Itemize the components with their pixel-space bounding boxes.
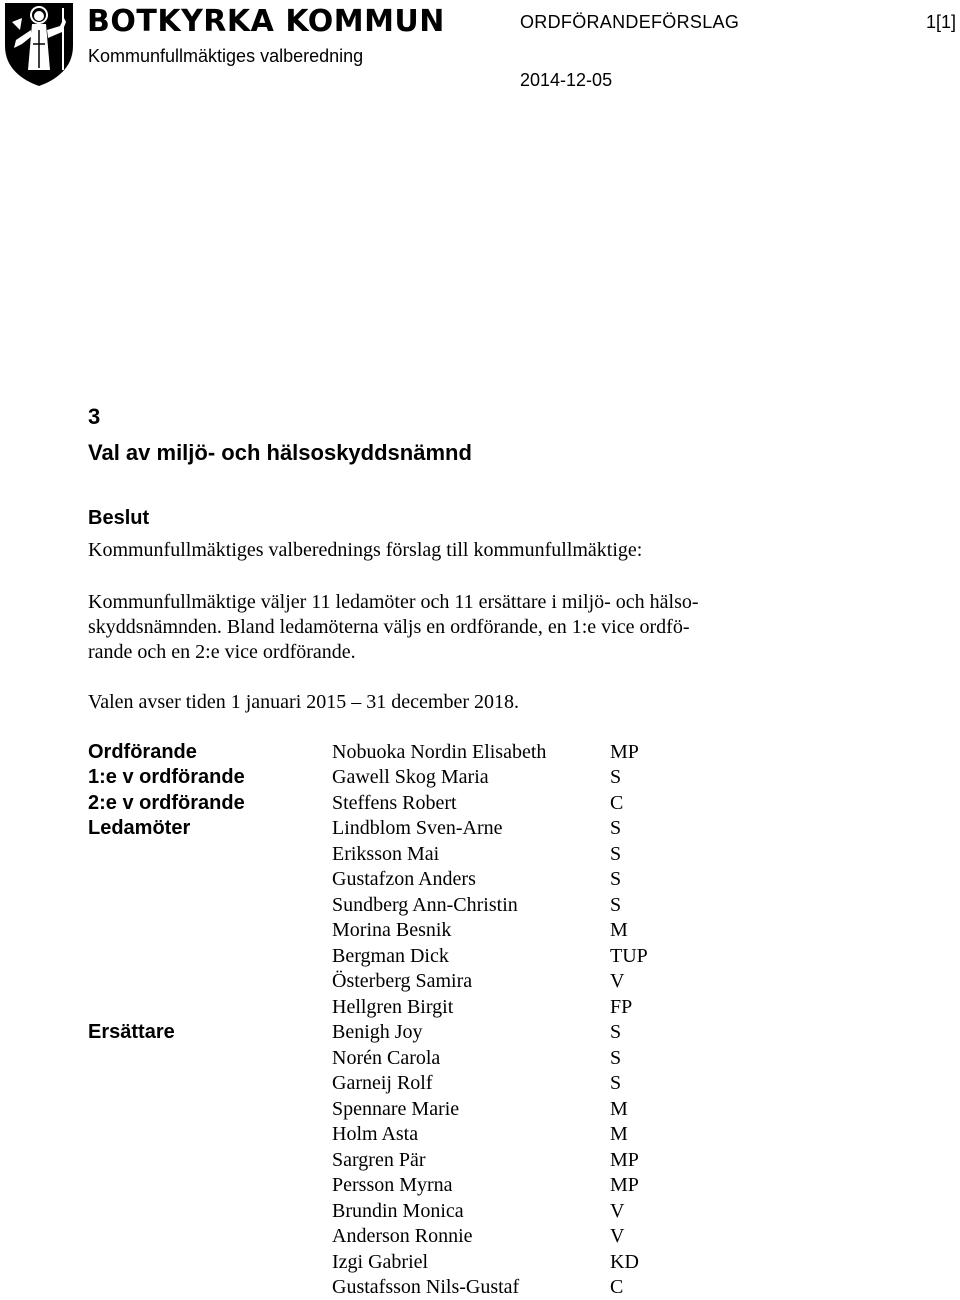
member-name: Steffens Robert xyxy=(332,792,457,814)
role-label-members: Ledamöter xyxy=(88,817,191,839)
item-number: 3 xyxy=(88,404,101,429)
department-name: Kommunfullmäktiges valberedning xyxy=(88,46,364,66)
member-party: S xyxy=(610,894,622,916)
member-party: C xyxy=(610,1276,624,1298)
member-party: M xyxy=(610,1098,628,1120)
member-name: Spennare Marie xyxy=(332,1098,460,1120)
intro-text: Kommunfullmäktiges valberednings förslag till kommunfullmäktige: xyxy=(88,539,643,561)
role-label-first-vice-chair: 1:e v ordförande xyxy=(88,766,245,788)
member-name: Lindblom Sven-Arne xyxy=(332,817,503,839)
member-name: Sargren Pär xyxy=(332,1149,426,1171)
member-party: V xyxy=(610,1225,625,1247)
member-name: Bergman Dick xyxy=(332,945,449,967)
member-party: KD xyxy=(610,1251,639,1273)
role-label-second-vice-chair: 2:e v ordförande xyxy=(88,792,245,814)
member-party: FP xyxy=(610,996,633,1018)
member-party: C xyxy=(610,792,624,814)
member-party: S xyxy=(610,1047,622,1069)
member-name: Izgi Gabriel xyxy=(332,1251,429,1273)
member-party: V xyxy=(610,970,625,992)
member-party: MP xyxy=(610,1174,639,1196)
member-name: Gawell Skog Maria xyxy=(332,766,489,788)
role-label-chair: Ordförande xyxy=(88,741,197,763)
member-name: Benigh Joy xyxy=(332,1021,423,1043)
page-title: Val av miljö- och hälsoskyddsnämnd xyxy=(88,440,472,465)
decision-heading: Beslut xyxy=(88,507,150,529)
member-party: S xyxy=(610,1072,622,1094)
member-name: Persson Myrna xyxy=(332,1174,453,1196)
member-name: Nobuoka Nordin Elisabeth xyxy=(332,741,547,763)
member-name: Eriksson Mai xyxy=(332,843,440,865)
member-party: S xyxy=(610,843,622,865)
member-name: Hellgren Birgit xyxy=(332,996,454,1018)
member-party: M xyxy=(610,1123,628,1145)
municipal-coat-of-arms-icon xyxy=(0,0,78,88)
organization-name: BOTKYRKA KOMMUN xyxy=(87,4,445,39)
document-type: ORDFÖRANDEFÖRSLAG xyxy=(520,12,740,32)
member-name: Garneij Rolf xyxy=(332,1072,433,1094)
period-text: Valen avser tiden 1 januari 2015 – 31 december 2018. xyxy=(88,691,519,713)
member-party: V xyxy=(610,1200,625,1222)
page-number: 1[1] xyxy=(926,12,957,32)
member-party: TUP xyxy=(610,945,648,967)
member-party: S xyxy=(610,766,622,788)
member-name: Gustafsson Nils-Gustaf xyxy=(332,1276,520,1298)
paragraph-line: skyddsnämnden. Bland ledamöterna väljs en ordförande, en 1:e vice ordfö- xyxy=(88,616,690,638)
role-label-substitutes: Ersättare xyxy=(88,1021,175,1043)
member-party: S xyxy=(610,868,622,890)
member-party: S xyxy=(610,817,622,839)
member-party: M xyxy=(610,919,628,941)
decision-paragraph xyxy=(88,590,828,665)
member-name: Sundberg Ann-Christin xyxy=(332,894,518,916)
member-name: Anderson Ronnie xyxy=(332,1225,473,1247)
member-name: Österberg Samira xyxy=(332,970,473,992)
member-name: Norén Carola xyxy=(332,1047,441,1069)
member-party: MP xyxy=(610,741,639,763)
paragraph-line: rande och en 2:e vice ordförande. xyxy=(88,641,356,663)
member-party: MP xyxy=(610,1149,639,1171)
member-name: Holm Asta xyxy=(332,1123,419,1145)
document-date: 2014-12-05 xyxy=(520,70,613,90)
member-name: Brundin Monica xyxy=(332,1200,464,1222)
member-name: Morina Besnik xyxy=(332,919,452,941)
paragraph-line: Kommunfullmäktige väljer 11 ledamöter och 11 ersättare i miljö- och hälso- xyxy=(88,591,699,613)
member-name: Gustafzon Anders xyxy=(332,868,476,890)
member-party: S xyxy=(610,1021,622,1043)
